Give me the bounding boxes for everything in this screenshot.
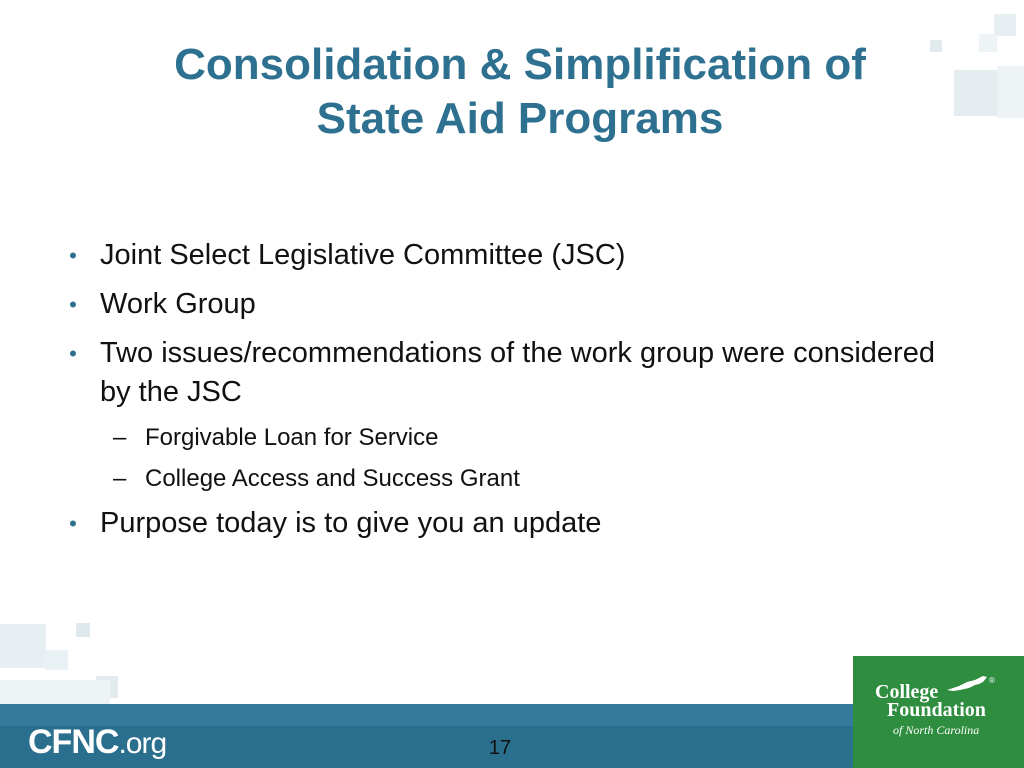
sub-bullet-list <box>58 422 938 495</box>
slide-title-line-2: State Aid Programs <box>316 94 724 143</box>
bullet-text: Two issues/recommendations of the work group were considered by the JSC <box>100 337 935 408</box>
bullet-text: Joint Select Legislative Committee (JSC) <box>100 239 626 271</box>
college-foundation-line-2: Foundation <box>887 699 986 721</box>
bullet-marker: • <box>69 341 77 366</box>
college-foundation-line-1: College <box>875 681 939 703</box>
decorative-square-bottom-left-1 <box>0 624 46 668</box>
north-carolina-map-icon <box>945 672 989 694</box>
bullet-item <box>58 236 938 275</box>
sub-bullet-item <box>58 463 938 495</box>
decorative-square-bottom-left-2 <box>76 623 90 637</box>
college-foundation-logo-inner <box>863 664 1014 760</box>
bullet-item <box>58 504 938 543</box>
decorative-square-top-right-4 <box>954 70 1000 116</box>
bullet-text: Work Group <box>100 288 256 320</box>
decorative-square-top-right-2 <box>979 34 997 52</box>
cfnc-logo-suffix: .org <box>118 727 167 760</box>
bullet-item <box>58 334 938 412</box>
college-foundation-logo <box>853 656 1024 768</box>
bullet-text: Purpose today is to give you an update <box>100 507 602 539</box>
decorative-square-top-right-5 <box>997 66 1024 118</box>
sub-bullet-marker: – <box>113 465 127 492</box>
bullet-marker: • <box>69 292 77 317</box>
slide-title-line-1: Consolidation & Simplification of <box>174 40 866 89</box>
bullet-marker: • <box>69 243 77 268</box>
decorative-square-bottom-left-3 <box>46 650 68 670</box>
cfnc-logo-main: CFNC <box>28 723 119 761</box>
decorative-square-bottom-left-5 <box>0 680 110 704</box>
sub-bullet-marker: – <box>113 424 127 451</box>
decorative-square-top-right-1 <box>994 14 1016 36</box>
bullet-list <box>58 236 938 553</box>
bullet-marker: • <box>69 511 77 536</box>
page-number: 17 <box>488 737 512 759</box>
registered-mark: ® <box>989 676 995 685</box>
sub-bullet-text: College Access and Success Grant <box>145 465 520 492</box>
slide-title <box>80 38 960 146</box>
sub-bullet-text: Forgivable Loan for Service <box>145 424 439 451</box>
sub-bullet-item <box>58 422 938 454</box>
cfnc-logo <box>28 725 166 761</box>
bullet-item <box>58 285 938 324</box>
college-foundation-line-3: of North Carolina <box>893 723 980 737</box>
